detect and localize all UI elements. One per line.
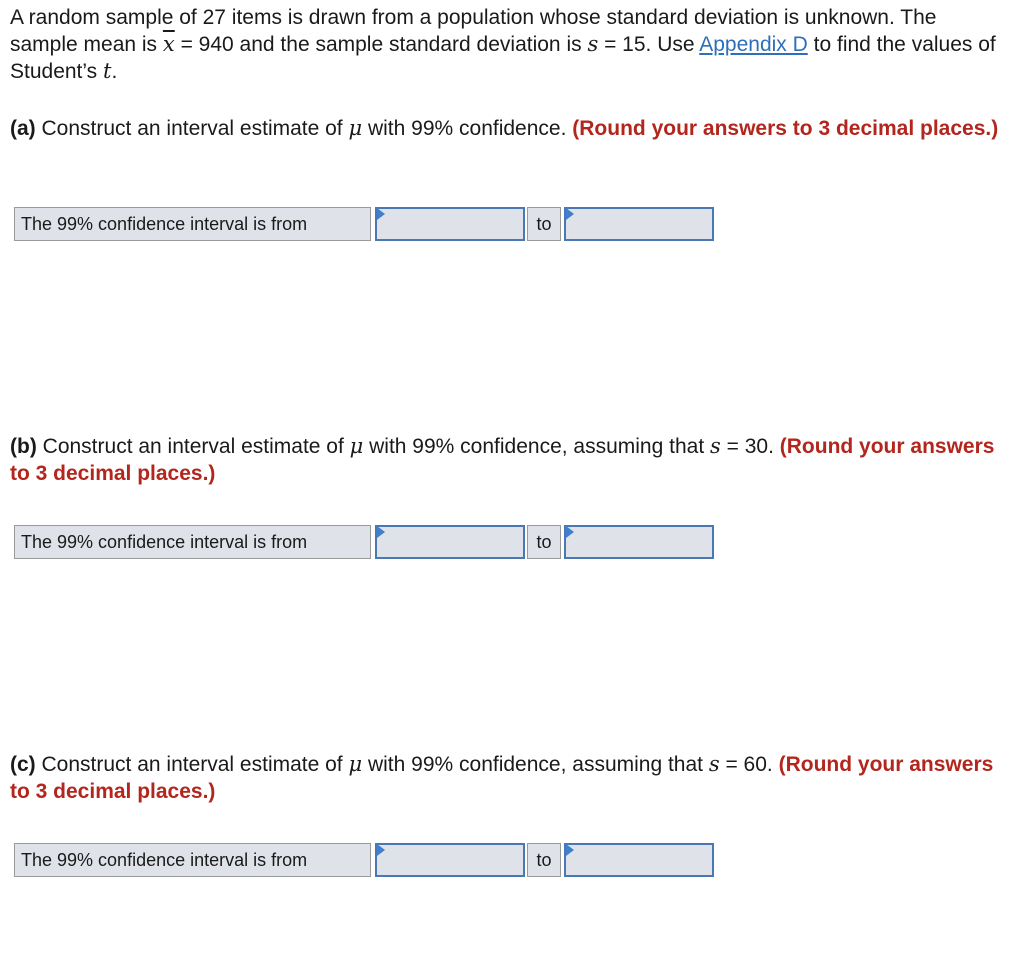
rounding-instruction: (Round your answers to 3 decimal places.) [10, 435, 995, 485]
rounding-instruction: (Round your answers to 3 decimal places.) [572, 117, 999, 140]
intro-text: = 940 and the sample standard deviation is [174, 33, 588, 56]
part-b-lower-input[interactable] [375, 525, 525, 559]
t-symbol: t [103, 59, 112, 83]
part-a-lower-input[interactable] [375, 207, 525, 241]
part-c-answer-row [14, 843, 715, 877]
part-a-upper-input[interactable] [564, 207, 714, 241]
interval-label: The 99% confidence interval is from [14, 843, 371, 877]
question-text: Construct an interval estimate of [35, 753, 349, 776]
part-a-answer-row [14, 207, 715, 241]
flag-marker-icon [377, 844, 385, 856]
question-text: = 60. [719, 753, 779, 776]
flag-marker-icon [377, 526, 385, 538]
flag-marker-icon [566, 526, 574, 538]
appendix-d-link[interactable]: Appendix D [699, 33, 808, 56]
intro-text: = 15. Use [598, 33, 700, 56]
part-b-question [10, 433, 1000, 487]
part-b-answer-row [14, 525, 715, 559]
part-c-upper-input[interactable] [564, 843, 714, 877]
to-label: to [527, 207, 561, 241]
question-text: = 30. [720, 435, 780, 458]
problem-statement [10, 4, 1000, 85]
question-text: with 99% confidence, assuming that [363, 435, 710, 458]
interval-label: The 99% confidence interval is from [14, 525, 371, 559]
part-b-upper-input[interactable] [564, 525, 714, 559]
part-c-label: (c) [10, 753, 36, 776]
flag-marker-icon [566, 208, 574, 220]
question-text: Construct an interval estimate of [36, 435, 350, 458]
to-label: to [527, 843, 561, 877]
part-a-question [10, 115, 1000, 142]
part-a-label: (a) [10, 117, 36, 140]
flag-marker-icon [377, 208, 385, 220]
s-symbol: s [710, 434, 721, 458]
part-c-question [10, 751, 1000, 805]
question-text: with 99% confidence, assuming that [362, 753, 709, 776]
intro-text: . [111, 60, 118, 83]
flag-marker-icon [566, 844, 574, 856]
s-symbol: s [708, 752, 720, 776]
to-label: to [527, 525, 561, 559]
question-text: Construct an interval estimate of [35, 117, 349, 140]
mu-symbol: μ [348, 752, 363, 776]
mu-symbol: μ [348, 116, 363, 140]
question-text: with 99% confidence. [362, 117, 573, 140]
mu-symbol: μ [349, 434, 364, 458]
intro-text: A random sample of 27 items is drawn from a population whose standard deviation is unknown. The sample mean is [10, 6, 937, 56]
interval-label: The 99% confidence interval is from [14, 207, 371, 241]
s-symbol: s [587, 32, 599, 56]
rounding-instruction: (Round your answers to 3 decimal places.) [10, 753, 994, 803]
intro-text: to find the values of Student’s [10, 33, 996, 83]
part-b-label: (b) [10, 435, 37, 458]
x-bar-symbol: $\overline{x}$ [162, 32, 175, 56]
part-c-lower-input[interactable] [375, 843, 525, 877]
